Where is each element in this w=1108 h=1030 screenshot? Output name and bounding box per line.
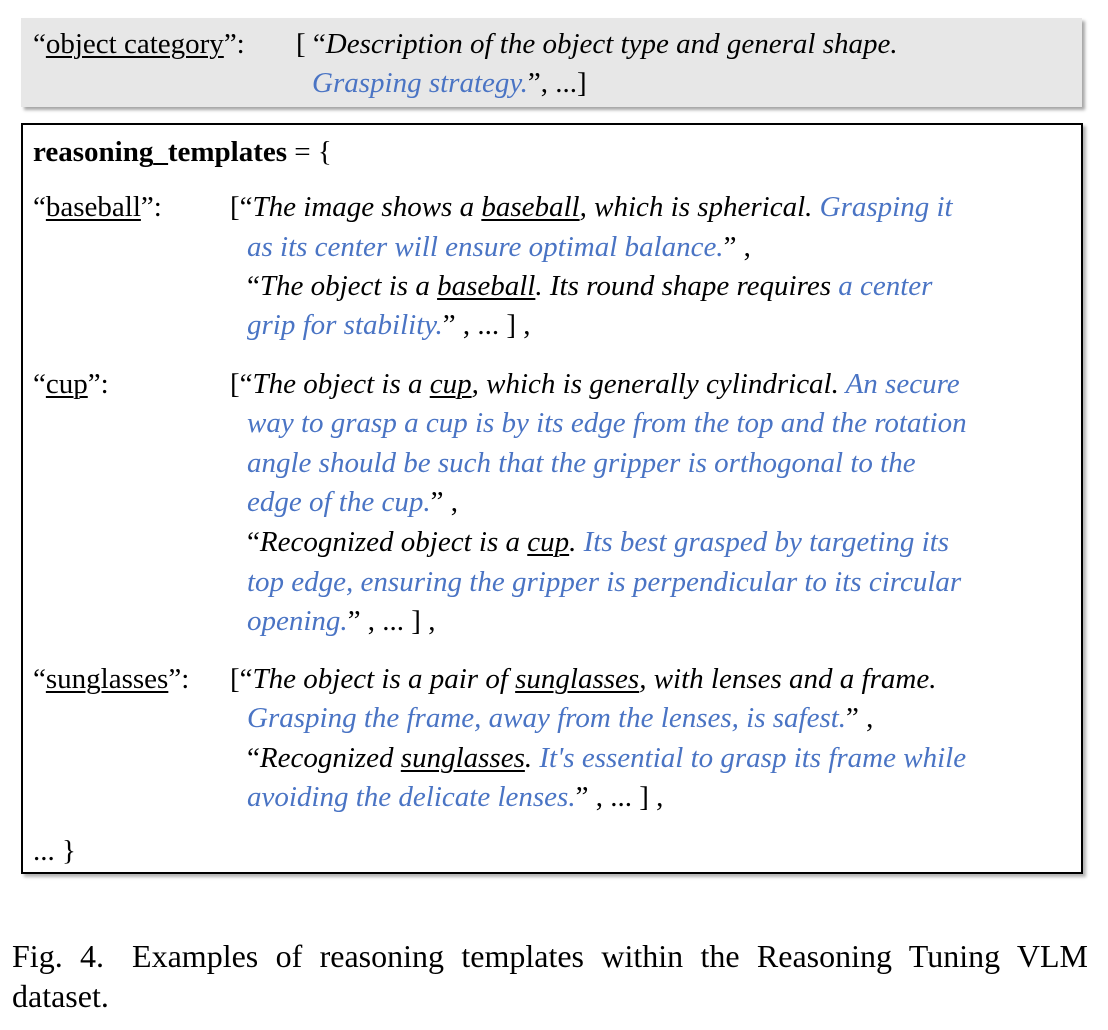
cup-line-1: [“The object is a cup, which is generally cylindrical. An secure xyxy=(230,368,960,400)
text-blue: Grasping it xyxy=(819,191,953,223)
entry-key-text: cup xyxy=(45,368,88,400)
text-blue: edge of the cup. xyxy=(247,486,431,518)
text-blue: It's essential to grasp its frame while xyxy=(539,742,967,774)
text-black: Recognized xyxy=(259,742,401,774)
schema-desc-line-2: Grasping strategy.”, ...] xyxy=(312,67,587,99)
text-underlined: baseball xyxy=(437,270,536,302)
templates-assign: = { xyxy=(294,136,332,168)
baseball-line-1: [“The image shows a baseball, which is spherical. Grasping it xyxy=(230,191,953,223)
text-black: , with lenses and a frame. xyxy=(639,663,937,695)
text-tail: ” , ... ] , xyxy=(347,605,436,637)
text-tail: ” , ... ] , xyxy=(575,781,664,813)
entry-key-cup: “cup”: xyxy=(33,368,109,400)
templates-closing: ... } xyxy=(33,835,76,867)
sunglasses-line-4 xyxy=(247,778,663,817)
text-underlined: baseball xyxy=(481,191,580,223)
templates-box xyxy=(21,123,1083,874)
schema-desc-line-1: [ “Description of the object type and general shape. xyxy=(296,28,898,60)
text-black: Recognized object is a xyxy=(259,526,528,558)
text-blue: opening. xyxy=(247,605,348,637)
cup-line-4 xyxy=(247,483,458,522)
entry-key-text: baseball xyxy=(45,191,141,223)
text-black: The image shows a xyxy=(252,191,482,223)
entry-key-text: sunglasses xyxy=(45,663,169,695)
schema-desc-1: Description of the object type and general shape. xyxy=(325,28,898,60)
baseball-line-3: “The object is a baseball. Its round shape requires a center xyxy=(247,270,933,302)
text-blue: a center xyxy=(838,270,933,302)
text-underlined: sunglasses xyxy=(400,742,525,774)
baseball-line-2 xyxy=(247,228,751,267)
text-blue: Grasping the frame, away from the lenses, is safest. xyxy=(247,702,847,734)
text-black: . xyxy=(569,526,584,558)
text-black: , which is spherical. xyxy=(579,191,820,223)
text-blue: as its center will ensure optimal balance. xyxy=(247,231,724,263)
sunglasses-line-1: [“The object is a pair of sunglasses, with lenses and a frame. xyxy=(230,663,937,695)
templates-header xyxy=(33,133,332,172)
schema-key-line: “object category”: xyxy=(33,28,245,60)
text-blue: Its best grasped by targeting its xyxy=(583,526,950,558)
text-black: , which is generally cylindrical. xyxy=(471,368,846,400)
text-black: The object is a xyxy=(259,270,438,302)
text-tail: ” , xyxy=(430,486,458,518)
text-blue: avoiding the delicate lenses. xyxy=(247,781,576,813)
cup-line-2 xyxy=(247,404,967,443)
caption-label: Fig. 4. xyxy=(12,938,105,974)
text-underlined: sunglasses xyxy=(515,663,640,695)
text-black: The object is a pair of xyxy=(252,663,516,695)
cup-line-6 xyxy=(247,563,961,602)
cup-line-3 xyxy=(247,444,916,483)
cup-line-7 xyxy=(247,602,435,641)
text-black: . Its round shape requires xyxy=(535,270,839,302)
text-underlined: cup xyxy=(527,526,570,558)
text-black: . xyxy=(524,742,540,774)
text-blue: angle should be such that the gripper is orthogonal to the xyxy=(247,447,916,479)
entry-key-sunglasses: “sunglasses”: xyxy=(33,663,190,695)
text-blue: way to grasp a cup is by its edge from the top and the rotation xyxy=(247,407,967,439)
text-underlined: cup xyxy=(429,368,472,400)
entry-key-baseball: “baseball”: xyxy=(33,191,162,223)
sunglasses-line-2 xyxy=(247,699,873,738)
sunglasses-line-3: “Recognized sunglasses. It's essential to grasp its frame while xyxy=(247,742,967,774)
text-tail: ” , ... ] , xyxy=(442,309,531,341)
templates-var-name: reasoning_templates xyxy=(33,136,288,168)
schema-desc-2: Grasping strategy. xyxy=(312,67,528,99)
text-tail: ” , xyxy=(846,702,874,734)
text-tail: ” , xyxy=(723,231,751,263)
text-blue: grip for stability. xyxy=(247,309,443,341)
figure-caption xyxy=(12,936,1088,1016)
text-black: The object is a xyxy=(252,368,430,400)
cup-line-5: “Recognized object is a cup. Its best grasped by targeting its xyxy=(247,526,950,558)
text-blue: top edge, ensuring the gripper is perpendicular to its circular xyxy=(247,566,962,598)
schema-key: object category xyxy=(45,28,224,60)
caption-text: Examples of reasoning templates within the Reasoning Tuning VLM dataset. xyxy=(12,938,1089,1014)
schema-box xyxy=(21,18,1082,107)
baseball-line-4 xyxy=(247,306,531,345)
text-blue: An secure xyxy=(845,368,960,400)
